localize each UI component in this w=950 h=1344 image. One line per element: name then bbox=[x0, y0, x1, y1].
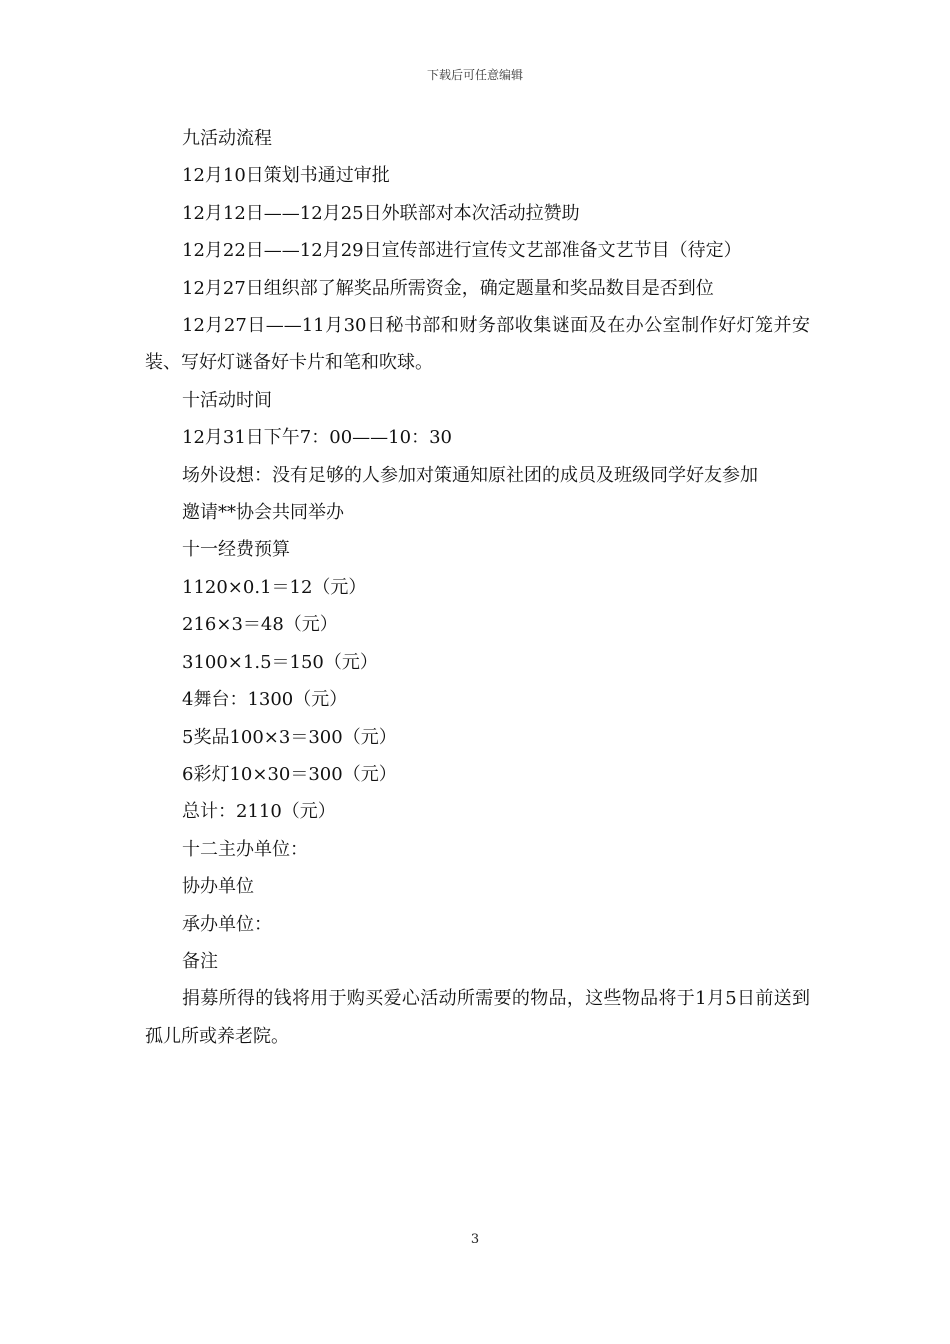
document-body bbox=[145, 120, 810, 1055]
process-item: 12月22日——12月29日宣传部进行宣传文艺部准备文艺节目（待定） bbox=[182, 240, 742, 262]
budget-total: 总计：2110（元） bbox=[182, 801, 336, 823]
section-heading-remarks: 备注 bbox=[182, 950, 218, 972]
process-item: 12月27日组织部了解奖品所需资金，确定题量和奖品数目是否到位 bbox=[182, 277, 714, 299]
section-heading-budget: 十一经费预算 bbox=[182, 539, 290, 561]
time-item: 场外设想：没有足够的人参加对策通知原社团的成员及班级同学好友参加 bbox=[182, 464, 758, 486]
remarks-paragraph: 捐募所得的钱将用于购买爱心活动所需要的物品，这些物品将于1月5日前送到孤儿所或养老院。 bbox=[145, 988, 810, 1047]
process-item: 12月12日——12月25日外联部对本次活动拉赞助 bbox=[182, 202, 580, 224]
process-paragraph: 12月27日——11月30日秘书部和财务部收集谜面及在办公室制作好灯笼并安装、写好灯谜备好卡片和笔和吹球。 bbox=[145, 315, 810, 374]
co-organizer-label: 协办单位 bbox=[182, 876, 254, 898]
page-header: 下载后可任意编辑 bbox=[426, 68, 523, 82]
budget-item: 3100×1.5＝150（元） bbox=[182, 651, 378, 673]
section-heading-time: 十活动时间 bbox=[182, 389, 272, 411]
budget-item: 216×3＝48（元） bbox=[182, 614, 338, 636]
budget-item: 6彩灯10×30＝300（元） bbox=[182, 763, 397, 785]
process-item: 12月10日策划书通过审批 bbox=[182, 165, 390, 187]
budget-item: 5奖品100×3＝300（元） bbox=[182, 726, 397, 748]
budget-item: 1120×0.1＝12（元） bbox=[182, 576, 367, 598]
budget-item: 4舞台：1300（元） bbox=[182, 689, 348, 711]
section-heading-process: 九活动流程 bbox=[182, 128, 272, 149]
undertaker-label: 承办单位： bbox=[182, 913, 272, 935]
time-item: 邀请**协会共同举办 bbox=[182, 502, 344, 524]
section-heading-organizers: 十二主办单位： bbox=[182, 838, 308, 860]
time-item: 12月31日下午7：00——10：30 bbox=[182, 427, 452, 449]
page-number: 3 bbox=[470, 1232, 480, 1247]
